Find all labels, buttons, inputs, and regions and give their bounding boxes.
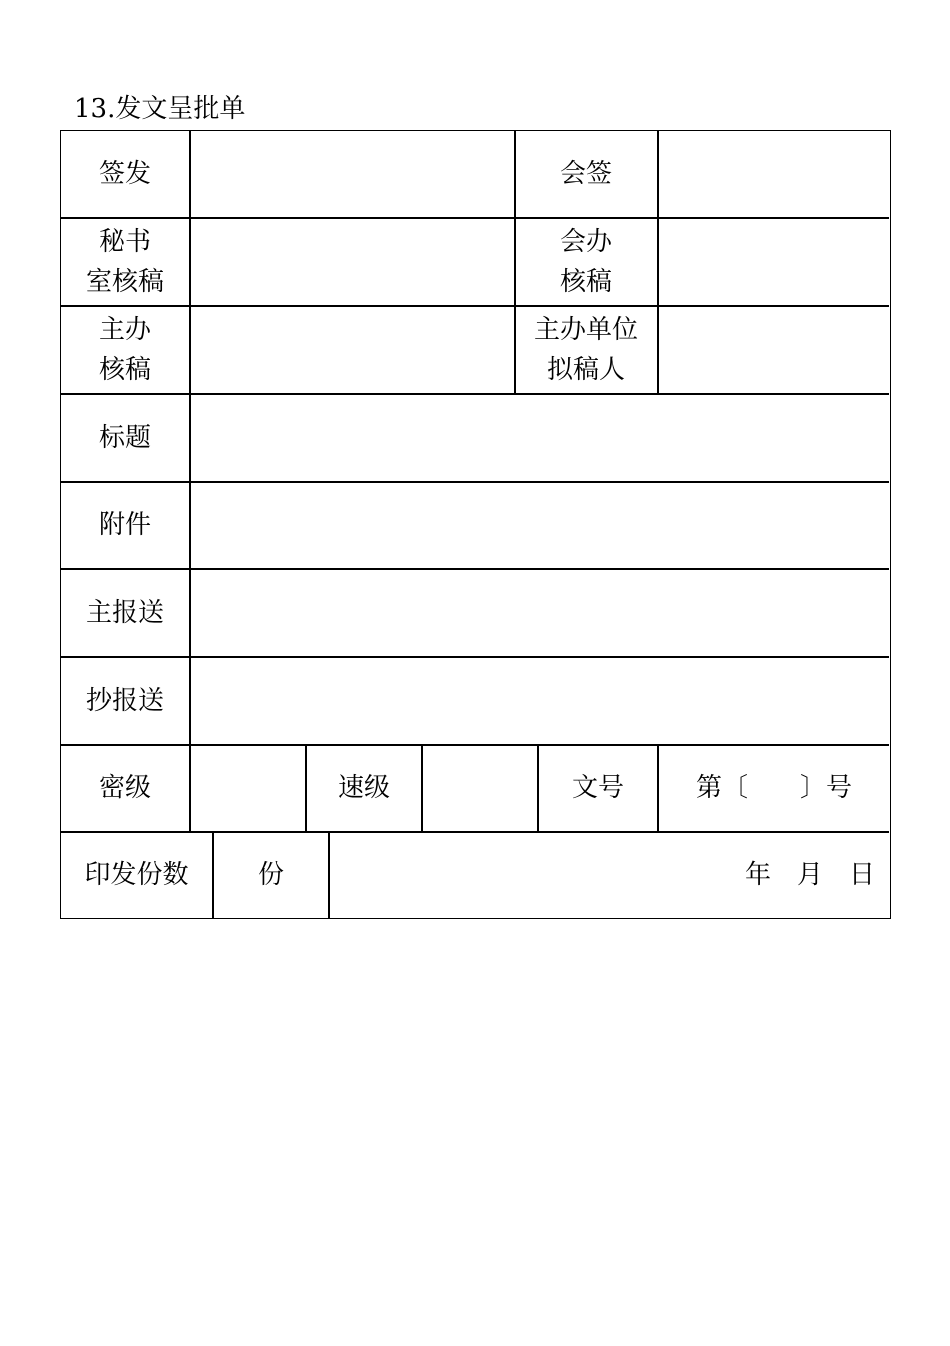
label-lead-review [61, 306, 189, 393]
doc-number-field[interactable]: 第〔 〕号 [695, 773, 852, 803]
label-speed-level: 速级 [337, 773, 390, 803]
label-secretariat-review [61, 218, 189, 305]
label-line: 核稿 [98, 354, 151, 385]
secret-level-field[interactable] [191, 745, 305, 831]
attachment-field[interactable] [191, 482, 889, 568]
document-title: 13.发文呈批单 [74, 94, 246, 124]
label-line: 主办单位 [533, 314, 638, 345]
copies-unit[interactable]: 份 [257, 860, 284, 890]
label-print-copies: 印发份数 [84, 860, 189, 890]
label-line: 拟稿人 [546, 354, 625, 385]
joint-review-field[interactable] [659, 218, 889, 305]
drafter-field[interactable] [659, 306, 889, 393]
label-sign-off: 签发 [98, 159, 151, 189]
cc-recipient-field[interactable] [191, 657, 889, 744]
secretariat-review-field[interactable] [191, 218, 514, 305]
label-line: 室核稿 [85, 266, 164, 297]
label-line: 主办 [98, 314, 151, 345]
label-joint-review [515, 218, 657, 305]
label-title: 标题 [98, 422, 151, 453]
label-drafter [515, 306, 657, 393]
label-line: 会办 [559, 226, 612, 257]
label-line: 秘书 [98, 226, 151, 257]
label-cc-recipient: 抄报送 [85, 685, 164, 716]
date-field[interactable]: 年 月 日 [744, 860, 875, 890]
label-main-recipient: 主报送 [85, 597, 164, 628]
label-secret-level: 密级 [98, 773, 151, 803]
lead-review-field[interactable] [191, 306, 514, 393]
speed-level-field[interactable] [423, 745, 537, 831]
label-attachment: 附件 [98, 510, 151, 540]
label-line: 核稿 [559, 266, 612, 297]
title-field[interactable] [191, 394, 889, 481]
main-recipient-field[interactable] [191, 569, 889, 656]
sign-off-field[interactable] [191, 131, 514, 217]
label-countersign: 会签 [559, 159, 612, 189]
label-doc-number: 文号 [571, 773, 624, 803]
approval-form [60, 130, 891, 919]
countersign-field[interactable] [659, 131, 889, 217]
